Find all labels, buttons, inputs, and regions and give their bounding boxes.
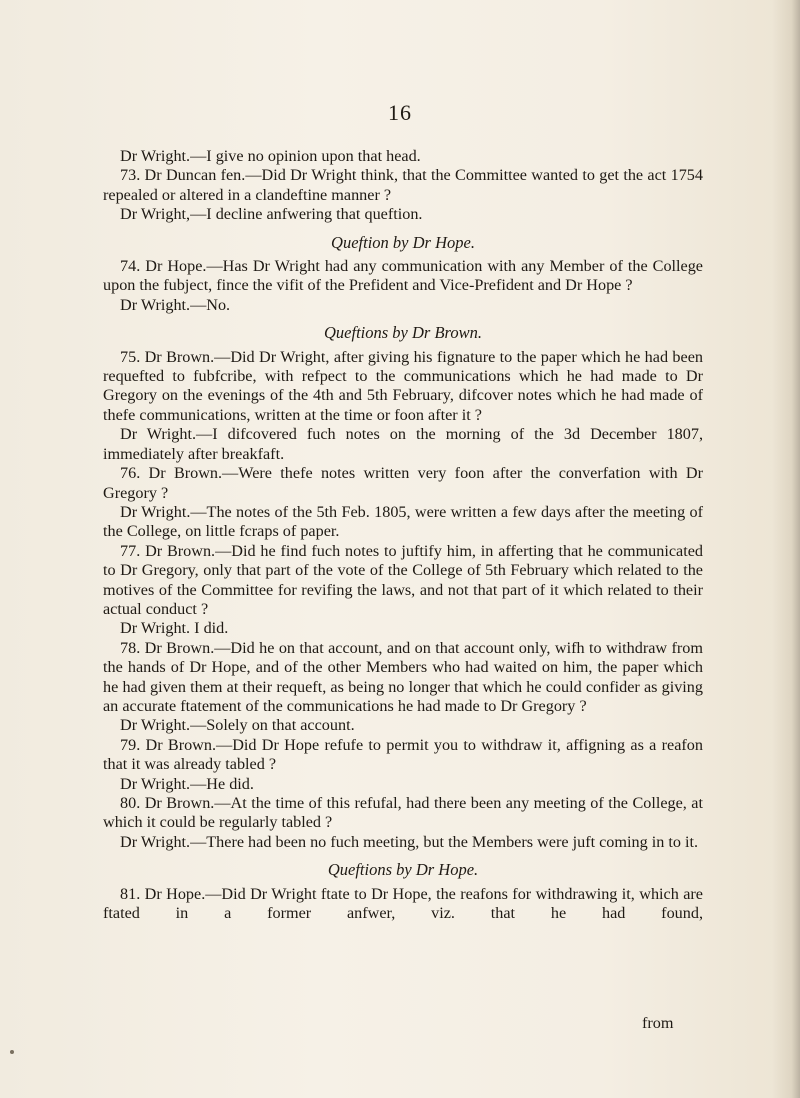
question-paragraph: 77. Dr Brown.—Did he find fuch notes to juftify him, in afferting that he communicated to Dr Gregory, only that part of the vote of the College of 5th February which related to the motives of the Committee for revifing the laws, and not that part of it which related to their actual conduct ?	[103, 541, 703, 618]
question-paragraph: 74. Dr Hope.—Has Dr Wright had any communication with any Member of the College upon the fubject, fince the vifit of the Prefident and Vice-Prefident and Dr Hope ?	[103, 257, 703, 295]
answer-paragraph: Dr Wright.—No.	[120, 295, 231, 314]
section-heading: Queftions by Dr Hope.	[327, 860, 479, 880]
answer-paragraph: Dr Wright. I did.	[120, 619, 229, 638]
answer-paragraph: Dr Wright.—He did.	[120, 774, 254, 793]
text-body	[103, 147, 703, 923]
answer-paragraph: Dr Wright.—I give no opinion upon that head.	[120, 147, 421, 165]
section-heading: Queftions by Dr Brown.	[324, 323, 482, 343]
question-paragraph: 76. Dr Brown.—Were thefe notes written very foon after the converfation with Dr Gregory ?	[103, 464, 703, 502]
page-number: 16	[388, 100, 412, 125]
question-paragraph: 80. Dr Brown.—At the time of this refufal, had there been any meeting of the College, at which it could be regularly tabled ?	[103, 794, 703, 832]
section-heading: Queftion by Dr Hope.	[331, 232, 475, 252]
catchword: from	[642, 1014, 674, 1032]
ink-smudge	[10, 1050, 14, 1054]
question-paragraph: 81. Dr Hope.—Did Dr Wright ftate to Dr Hope, the reafons for withdrawing it, which are ftated in a former anfwer, viz. that he had found,	[103, 884, 703, 923]
page-edge-shadow	[772, 0, 800, 1098]
answer-paragraph: Dr Wright.—Solely on that account.	[120, 716, 355, 735]
question-paragraph: 79. Dr Brown.—Did Dr Hope refufe to permit you to withdraw it, affigning as a reafon that it was already tabled ?	[103, 735, 703, 774]
question-paragraph: 78. Dr Brown.—Did he on that account, and on that account only, wifh to withdraw from the hands of Dr Hope, and of the other Members who had waited on him, the paper which he had given them at their requeft, as being no longer that which he could confider as giving an accurate ftatement of the communications he had made to Dr Gregory ?	[103, 638, 703, 715]
answer-paragraph: Dr Wright,—I decline anfwering that queftion.	[120, 205, 423, 224]
answer-paragraph: Dr Wright.—There had been no fuch meeting, but the Members were juft coming in to it.	[120, 832, 699, 851]
answer-paragraph: Dr Wright.—I difcovered fuch notes on the morning of the 3d December 1807, immediately after breakfaft.	[103, 425, 703, 463]
question-paragraph: 73. Dr Duncan fen.—Did Dr Wright think, that the Committee wanted to get the act 1754 repealed or altered in a clandeftine manner ?	[103, 166, 703, 204]
question-paragraph: 75. Dr Brown.—Did Dr Wright, after giving his fignature to the paper which he had been requefted to fubfcribe, with refpect to the communications which he had made to Dr Gregory on the evenings of the 4th and 5th February, difcover notes which he had made of thefe communications, written at the time or foon after it ?	[103, 347, 703, 424]
answer-paragraph: Dr Wright.—The notes of the 5th Feb. 1805, were written a few days after the meeting of the College, on little fcraps of paper.	[103, 502, 703, 541]
